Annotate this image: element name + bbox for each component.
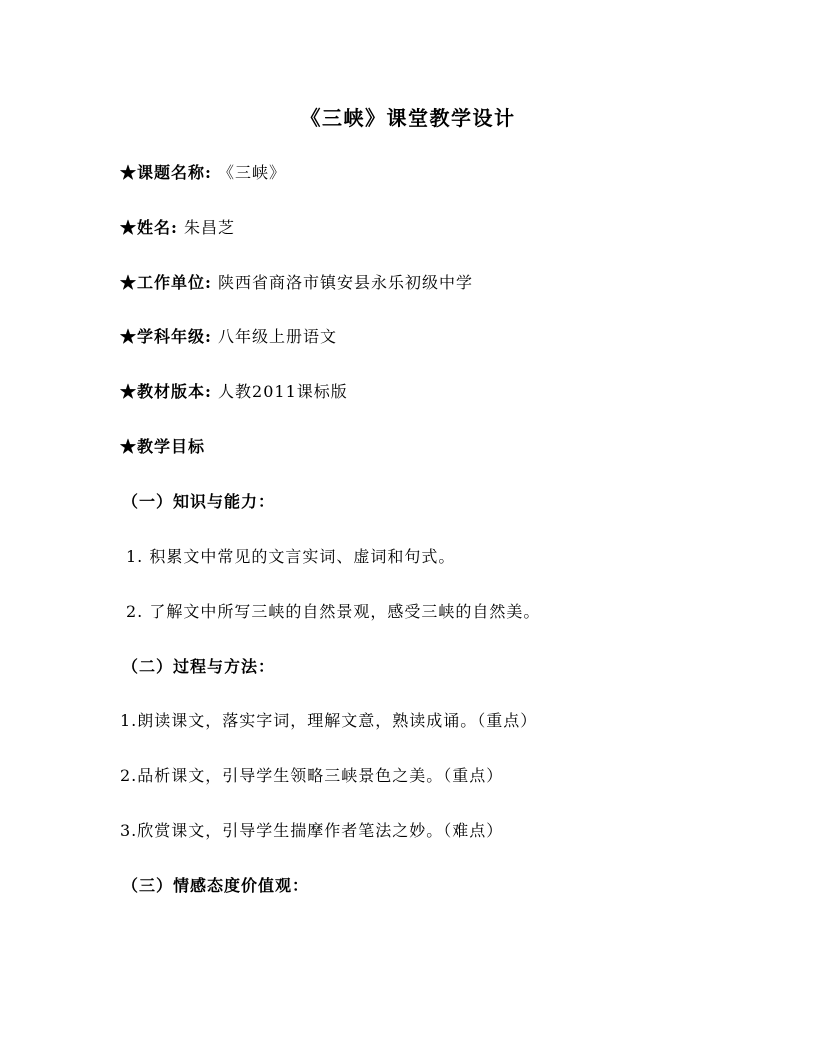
list-item: 1. 积累文中常见的文言实词、虚词和句式。 [126,547,456,566]
field-topic [120,162,286,184]
star-icon: ★ [120,218,138,237]
field-label: 课题名称: [137,163,212,182]
list-item: 1.朗读课文，落实字词，理解文意，熟读成诵。（重点） [120,711,538,730]
field-label: 教学目标 [137,437,206,456]
star-icon: ★ [120,163,138,182]
field-label: 学科年级: [137,327,212,346]
field-value: 人教2011课标版 [218,382,348,401]
field-value: 陕西省商洛市镇安县永乐初级中学 [218,273,474,292]
field-name [120,217,235,239]
field-value: 八年级上册语文 [218,327,338,346]
field-grade [120,326,337,348]
field-value: 朱昌芝 [184,218,236,237]
list-item: 2. 了解文中所写三峡的自然景观，感受三峡的自然美。 [126,602,541,621]
star-icon: ★ [120,382,138,401]
field-value: 《三峡》 [218,163,287,182]
field-workplace [120,272,473,294]
field-objectives [120,436,205,458]
field-label: 教材版本: [137,382,212,401]
field-label: 工作单位: [137,273,212,292]
field-label: 姓名: [137,218,178,237]
list-item: 3.欣赏课文，引导学生揣摩作者笔法之妙。（难点） [120,821,504,840]
section-heading-knowledge: （一）知识与能力： [122,492,276,511]
field-textbook [120,381,348,403]
star-icon: ★ [120,437,138,456]
star-icon: ★ [120,327,138,346]
list-item: 2.品析课文，引导学生领略三峡景色之美。（重点） [120,766,504,785]
star-icon: ★ [120,273,138,292]
section-heading-attitude: （三）情感态度价值观： [122,876,310,895]
section-heading-process: （二）过程与方法： [122,657,276,676]
document-title: 《三峡》课堂教学设计 [300,106,516,130]
